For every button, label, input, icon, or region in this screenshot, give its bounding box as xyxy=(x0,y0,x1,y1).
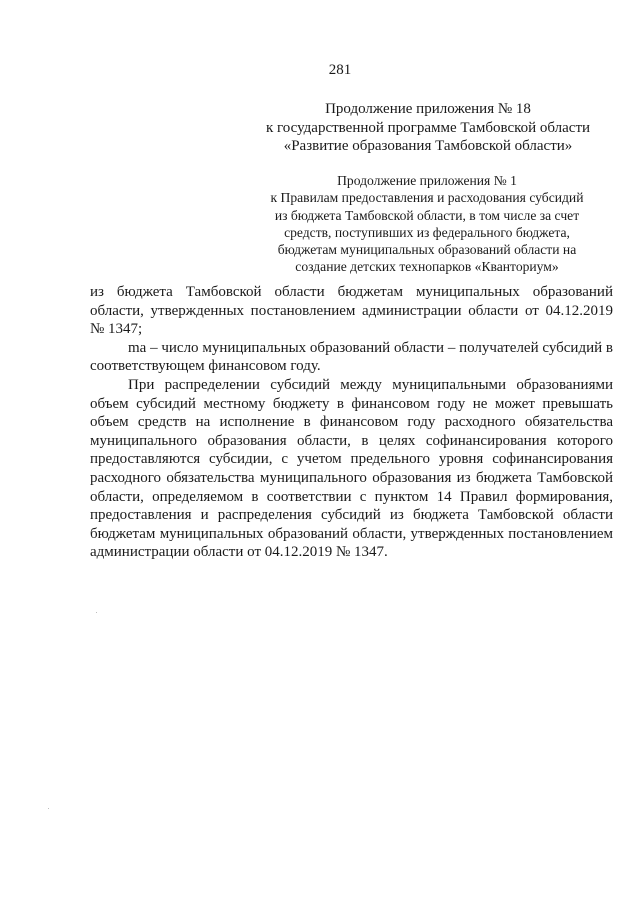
paragraph-distribution-rule: При распределении субсидий между муниципальными образованиями объем субсидий местному бюджету в финансовом году не может превышать объем средств на исполнение в финансовом году расходного обязательства муниципального образования области, в целях софинансирования которого предоставляются субсидии, с учетом предельного уровня софинансирования расходного обязательства муниципального образования из бюджета Тамбовской области, определяемом в соответствии с пунктом 14 Правил формирования, предоставления и распределения субсидий из бюджета Тамбовской области бюджетам муниципальных образований области, утвержденных постановлением администрации области от 04.12.2019 № 1347. xyxy=(90,376,613,561)
scan-speck xyxy=(48,808,49,809)
annex-18-line-1: Продолжение приложения № 18 xyxy=(325,101,531,117)
annex-1-header xyxy=(262,172,592,276)
annex-1-line-4: средств, поступивших из федерального бюджета, xyxy=(284,224,570,240)
annex-18-header xyxy=(250,100,606,156)
annex-1-line-2: к Правилам предоставления и расходования субсидий xyxy=(270,190,584,206)
scan-speck xyxy=(96,612,97,613)
annex-1-line-6: создание детских технопарков «Кванториум» xyxy=(295,259,559,275)
body-text xyxy=(90,283,613,562)
annex-1-line-5: бюджетам муниципальных образований области на xyxy=(277,242,577,258)
annex-18-line-2: к государственной программе Тамбовской области xyxy=(265,119,591,136)
annex-18-line-3: «Развитие образования Тамбовской области» xyxy=(283,138,573,154)
annex-1-line-1: Продолжение приложения № 1 xyxy=(337,173,517,188)
paragraph-continuation: из бюджета Тамбовской области бюджетам муниципальных образований области, утвержденных постановлением администрации области от 04.12.2019 № 1347; xyxy=(90,284,613,338)
paragraph-ma-definition: ma – число муниципальных образований области – получателей субсидий в соответствующем финансовом году. xyxy=(90,339,613,375)
annex-1-line-3: из бюджета Тамбовской области, в том числе за счет xyxy=(274,207,580,223)
page-number: 281 xyxy=(328,62,352,78)
